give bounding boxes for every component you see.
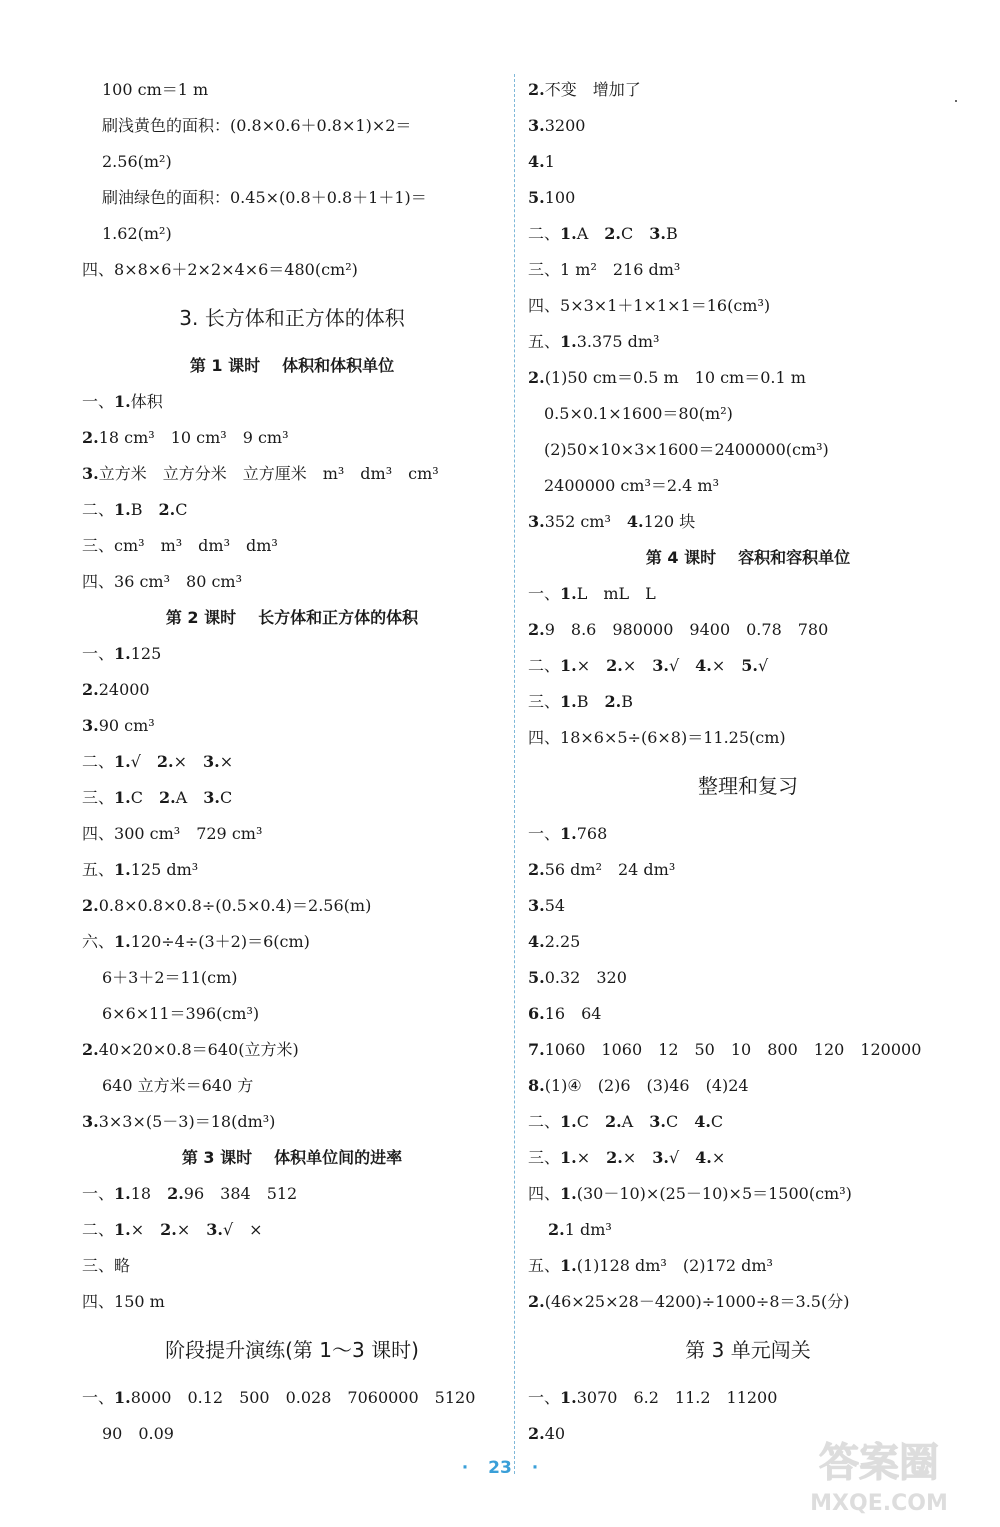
answer-text: × — [576, 1148, 607, 1167]
question-number: 2. — [604, 692, 622, 711]
section-heading: 整理和复习 — [698, 774, 798, 798]
question-number: 2. — [548, 1220, 565, 1239]
part-marker: 六、 — [82, 932, 115, 951]
part-marker: 四、 — [528, 1184, 561, 1203]
answer-line — [82, 252, 502, 288]
section-heading: 第 3 单元闯关 — [685, 1338, 811, 1362]
question-number: 5. — [528, 188, 545, 207]
answer-text: 刷油绿色的面积：0.45×(0.8＋0.8＋1＋1)＝ — [102, 188, 427, 207]
answer-line — [528, 720, 968, 756]
answer-text: 1 m² 216 dm³ — [560, 260, 681, 279]
question-number: 1. — [560, 584, 577, 603]
answer-text: C — [219, 788, 233, 807]
answer-text: 0.5×0.1×1600＝80(m²) — [544, 404, 733, 423]
answer-line — [528, 816, 968, 852]
part-marker: 一、 — [82, 1388, 115, 1407]
answer-text: C — [665, 1112, 695, 1131]
question-number: 3. — [649, 224, 666, 243]
answer-text: 8000 0.12 500 0.028 7060000 5120 — [130, 1388, 476, 1407]
answer-line — [528, 1104, 968, 1140]
answer-line — [82, 144, 502, 180]
part-marker: 一、 — [82, 644, 115, 663]
answer-line — [528, 72, 968, 108]
answer-text: (46×25×28－4200)÷1000÷8＝3.5(分) — [544, 1292, 850, 1311]
question-number: 3. — [652, 656, 669, 675]
answer-text: 6×6×11＝396(cm³) — [102, 1004, 260, 1023]
question-number: 4. — [695, 656, 712, 675]
question-number: 2. — [528, 1424, 545, 1443]
question-number: 1. — [560, 656, 577, 675]
part-marker: 三、 — [528, 260, 561, 279]
lesson-heading — [528, 540, 968, 576]
lesson-heading — [82, 348, 502, 384]
page-number-dot-right: · — [531, 1458, 539, 1478]
question-number: 1. — [560, 1388, 577, 1407]
answer-text: 略 — [114, 1256, 131, 1275]
answer-line — [528, 432, 968, 468]
answer-line — [528, 396, 968, 432]
answer-line — [528, 180, 968, 216]
question-number: 3. — [82, 1112, 99, 1131]
lesson-number: 第 2 课时 — [165, 608, 237, 627]
answer-text: 18×6×5÷(6×8)＝11.25(cm) — [560, 728, 786, 747]
answer-line — [82, 1380, 502, 1416]
answer-line — [82, 960, 502, 996]
answer-text: (1)128 dm³ (2)172 dm³ — [576, 1256, 773, 1275]
part-marker: 四、 — [82, 824, 115, 843]
left-column — [82, 72, 502, 1452]
answer-line — [82, 72, 502, 108]
answer-text: 1060 1060 12 50 10 800 120 120000 — [544, 1040, 922, 1059]
part-marker: 一、 — [528, 1388, 561, 1407]
question-number: 2. — [158, 500, 176, 519]
answer-line — [82, 1416, 502, 1452]
answer-line — [82, 1068, 502, 1104]
lesson-number: 第 4 课时 — [645, 548, 717, 567]
answer-line — [528, 1248, 968, 1284]
svg-text:答案圈: 答案圈 — [819, 1440, 939, 1486]
answer-line — [82, 420, 502, 456]
answer-text: 16 64 — [544, 1004, 602, 1023]
answer-text: × — [576, 656, 607, 675]
answer-text: 90 cm³ — [98, 716, 155, 735]
answer-text: 3200 — [544, 116, 586, 135]
answer-text: B — [130, 500, 159, 519]
question-number: 4. — [694, 1112, 711, 1131]
answer-line — [82, 564, 502, 600]
answer-line — [528, 468, 968, 504]
answer-text: 6＋3＋2＝11(cm) — [102, 968, 238, 987]
answer-line — [82, 492, 502, 528]
lesson-title: 容积和容积单位 — [738, 548, 851, 567]
answer-text: 40 — [544, 1424, 566, 1443]
question-number: 1. — [114, 1388, 131, 1407]
answer-text: 5×3×1＋1×1×1＝16(cm³) — [560, 296, 771, 315]
answer-text: 40×20×0.8＝640(立方米) — [98, 1040, 299, 1059]
answer-text: √ — [668, 1148, 696, 1167]
watermark-logo-icon — [794, 1432, 964, 1518]
question-number: 1. — [560, 1148, 577, 1167]
question-number: 1. — [114, 752, 131, 771]
question-number: 3. — [528, 116, 545, 135]
part-marker: 三、 — [82, 536, 115, 555]
right-column — [528, 72, 968, 1452]
answer-text: 3×3×(5－3)＝18(dm³) — [98, 1112, 276, 1131]
part-marker: 四、 — [82, 1292, 115, 1311]
question-number: 3. — [206, 1220, 223, 1239]
lesson-heading — [82, 1140, 502, 1176]
part-marker: 五、 — [528, 1256, 561, 1275]
answer-line — [528, 288, 968, 324]
question-number: 3. — [82, 464, 99, 483]
answer-text: 体积 — [130, 392, 163, 411]
answer-text: (1)50 cm＝0.5 m 10 cm＝0.1 m — [544, 368, 806, 387]
answer-text: C — [175, 500, 188, 519]
question-number: 2. — [167, 1184, 184, 1203]
answer-text: × — [173, 752, 204, 771]
answer-text: 立方米 立方分米 立方厘米 m³ dm³ cm³ — [98, 464, 439, 483]
question-number: 2. — [604, 224, 621, 243]
answer-line — [528, 252, 968, 288]
question-number: 5. — [528, 968, 545, 987]
part-marker: 二、 — [82, 500, 115, 519]
answer-line — [82, 456, 502, 492]
answer-text: B — [665, 224, 678, 243]
question-number: 1. — [114, 644, 131, 663]
answer-text: × — [622, 656, 653, 675]
answer-text: 125 dm³ — [130, 860, 199, 879]
answer-text: 2400000 cm³＝2.4 m³ — [544, 476, 720, 495]
part-marker: 二、 — [528, 224, 561, 243]
question-number: 1. — [560, 1184, 577, 1203]
answer-line — [528, 612, 968, 648]
answer-text: 3.375 dm³ — [576, 332, 660, 351]
lesson-number: 第 1 课时 — [189, 356, 261, 375]
question-number: 4. — [528, 932, 545, 951]
answer-text: 8×8×6＋2×2×4×6＝480(cm²) — [114, 260, 358, 279]
question-number: 3. — [203, 788, 220, 807]
answer-text: 0.8×0.8×0.8÷(0.5×0.4)＝2.56(m) — [98, 896, 372, 915]
answer-text: A — [175, 788, 204, 807]
answer-line — [82, 216, 502, 252]
answer-line — [82, 780, 502, 816]
answer-line — [528, 144, 968, 180]
answer-line — [82, 1248, 502, 1284]
answer-line — [82, 1032, 502, 1068]
answer-line — [82, 180, 502, 216]
answer-text: √ — [130, 752, 157, 771]
answer-line — [82, 1212, 502, 1248]
answer-text: 0.32 320 — [544, 968, 627, 987]
answer-text: 2.25 — [544, 932, 581, 951]
answer-line — [528, 1284, 968, 1320]
answer-text: 1 dm³ — [564, 1220, 612, 1239]
answer-line — [82, 384, 502, 420]
answer-text: 120 块 — [643, 512, 696, 531]
question-number: 1. — [560, 1112, 577, 1131]
answer-text: (2)50×10×3×1600＝2400000(cm³) — [544, 440, 829, 459]
question-number: 1. — [114, 1184, 131, 1203]
watermark-logo — [794, 1432, 964, 1518]
question-number: 3. — [203, 752, 220, 771]
answer-text: 18 cm³ 10 cm³ 9 cm³ — [98, 428, 289, 447]
answer-text: C — [130, 788, 159, 807]
answer-text: B — [576, 692, 605, 711]
question-number: 8. — [528, 1076, 545, 1095]
answer-text: 352 cm³ — [544, 512, 627, 531]
question-number: 6. — [528, 1004, 545, 1023]
answer-text: 刷浅黄色的面积：(0.8×0.6＋0.8×1)×2＝ — [102, 116, 412, 135]
answer-line — [528, 648, 968, 684]
question-number: 1. — [114, 500, 131, 519]
answer-line — [82, 672, 502, 708]
part-marker: 一、 — [82, 1184, 115, 1203]
answer-text: 150 m — [114, 1292, 165, 1311]
answer-line — [528, 1140, 968, 1176]
question-number: 1. — [560, 332, 577, 351]
part-marker: 三、 — [528, 692, 561, 711]
answer-text: 36 cm³ 80 cm³ — [114, 572, 243, 591]
answer-line — [528, 888, 968, 924]
answer-text: 3070 6.2 11.2 11200 — [576, 1388, 778, 1407]
answer-line — [528, 1380, 968, 1416]
answer-text: 18 — [130, 1184, 168, 1203]
answer-line — [82, 924, 502, 960]
question-number: 1. — [114, 788, 131, 807]
answer-text: C — [576, 1112, 605, 1131]
question-number: 1. — [560, 1256, 577, 1275]
question-number: 3. — [82, 716, 99, 735]
answer-text: 120÷4÷(3＋2)＝6(cm) — [130, 932, 310, 951]
page-number-dot-left: · — [461, 1458, 469, 1478]
part-marker: 五、 — [82, 860, 115, 879]
answer-text: C — [710, 1112, 724, 1131]
question-number: 1. — [114, 932, 131, 951]
answer-line — [528, 324, 968, 360]
question-number: 4. — [528, 152, 545, 171]
answer-text: 54 — [544, 896, 566, 915]
answer-line — [528, 1068, 968, 1104]
answer-text: × — [176, 1220, 207, 1239]
answer-line — [82, 108, 502, 144]
answer-line — [82, 636, 502, 672]
question-number: 2. — [606, 1148, 623, 1167]
question-number: 2. — [604, 1112, 622, 1131]
answer-line — [82, 1176, 502, 1212]
part-marker: 二、 — [82, 1220, 115, 1239]
answer-text: × — [622, 1148, 653, 1167]
question-number: 5. — [741, 656, 758, 675]
question-number: 1. — [560, 824, 577, 843]
part-marker: 一、 — [528, 584, 561, 603]
answer-text: 640 立方米＝640 方 — [102, 1076, 254, 1095]
part-marker: 二、 — [82, 752, 115, 771]
lesson-number: 第 3 课时 — [181, 1148, 253, 1167]
answer-text: 125 — [130, 644, 162, 663]
answer-text: (30－10)×(25－10)×5＝1500(cm³) — [576, 1184, 852, 1203]
answer-line — [528, 576, 968, 612]
answer-text: 100 — [544, 188, 576, 207]
answer-line — [82, 528, 502, 564]
question-number: 3. — [528, 512, 545, 531]
part-marker: 三、 — [82, 788, 115, 807]
question-number: 3. — [649, 1112, 666, 1131]
answer-line — [528, 504, 968, 540]
answer-text: × — [711, 1148, 726, 1167]
answer-line — [82, 708, 502, 744]
answer-text: × — [711, 656, 742, 675]
answer-text: × — [130, 1220, 161, 1239]
part-marker: 四、 — [528, 728, 561, 747]
answer-line — [528, 360, 968, 396]
question-number: 2. — [156, 752, 174, 771]
question-number: 3. — [528, 896, 545, 915]
part-marker: 五、 — [528, 332, 561, 351]
question-number: 1. — [114, 860, 131, 879]
answer-text: 1 — [544, 152, 555, 171]
question-number: 2. — [158, 788, 176, 807]
question-number: 3. — [652, 1148, 669, 1167]
section-heading: 阶段提升演练(第 1～3 课时) — [165, 1338, 419, 1362]
answer-line — [82, 1104, 502, 1140]
part-marker: 四、 — [82, 572, 115, 591]
question-number: 2. — [82, 680, 99, 699]
question-number: 2. — [528, 620, 545, 639]
answer-text: 768 — [576, 824, 608, 843]
part-marker: 四、 — [82, 260, 115, 279]
answer-line — [82, 1284, 502, 1320]
answer-text: A — [576, 224, 605, 243]
answer-line — [528, 996, 968, 1032]
question-number: 1. — [560, 692, 577, 711]
answer-text: 24000 — [98, 680, 150, 699]
part-marker: 四、 — [528, 296, 561, 315]
part-marker: 二、 — [528, 1112, 561, 1131]
answer-line — [528, 1176, 968, 1212]
lesson-title: 长方体和正方体的体积 — [258, 608, 419, 627]
answer-text: 56 dm² 24 dm³ — [544, 860, 676, 879]
part-marker: 一、 — [528, 824, 561, 843]
answer-text: C — [620, 224, 650, 243]
answer-text: √ — [758, 656, 769, 675]
page-number-value: 23 — [488, 1458, 512, 1478]
answer-line — [82, 852, 502, 888]
answer-text: × — [219, 752, 234, 771]
answer-text: (1)④ (2)6 (3)46 (4)24 — [544, 1076, 749, 1095]
svg-text:MXQE.COM: MXQE.COM — [810, 1491, 948, 1516]
answer-text: B — [621, 692, 633, 711]
answer-text: √ — [668, 656, 696, 675]
answer-text: A — [621, 1112, 650, 1131]
answer-line — [528, 852, 968, 888]
answer-line — [82, 996, 502, 1032]
question-number: 7. — [528, 1040, 545, 1059]
question-number: 2. — [606, 656, 623, 675]
answer-line — [82, 888, 502, 924]
answer-line — [82, 744, 502, 780]
question-number: 1. — [560, 224, 577, 243]
answer-text: 96 384 512 — [183, 1184, 298, 1203]
question-number: 1. — [114, 1220, 131, 1239]
lesson-title: 体积单位间的进率 — [274, 1148, 403, 1167]
lesson-heading — [82, 600, 502, 636]
question-number: 2. — [528, 860, 545, 879]
part-marker: 三、 — [82, 1256, 115, 1275]
answer-text: 90 0.09 — [102, 1424, 174, 1443]
part-marker: 三、 — [528, 1148, 561, 1167]
answer-line — [528, 1212, 968, 1248]
answer-line — [528, 216, 968, 252]
answer-text: 2.56(m²) — [102, 152, 172, 171]
answer-text: L mL L — [576, 584, 656, 603]
question-number: 2. — [528, 80, 545, 99]
answer-text: 300 cm³ 729 cm³ — [114, 824, 263, 843]
question-number: 4. — [626, 512, 644, 531]
question-number: 2. — [528, 368, 545, 387]
question-number: 2. — [82, 1040, 99, 1059]
part-marker: 二、 — [528, 656, 561, 675]
question-number: 2. — [160, 1220, 177, 1239]
question-number: 2. — [82, 428, 99, 447]
answer-text: cm³ m³ dm³ dm³ — [114, 536, 278, 555]
question-number: 4. — [695, 1148, 712, 1167]
answer-line — [528, 960, 968, 996]
question-number: 2. — [528, 1292, 545, 1311]
answer-line — [528, 684, 968, 720]
section-heading: 3. 长方体和正方体的体积 — [179, 306, 405, 330]
answer-line — [82, 816, 502, 852]
answer-text: √ × — [222, 1220, 263, 1239]
answer-text: 9 8.6 980000 9400 0.78 780 — [544, 620, 829, 639]
question-number: 2. — [82, 896, 99, 915]
answer-text: 1.62(m²) — [102, 224, 172, 243]
answer-text: 不变 增加了 — [544, 80, 641, 99]
lesson-title: 体积和体积单位 — [282, 356, 395, 375]
answer-line — [528, 924, 968, 960]
column-divider — [514, 74, 515, 1474]
question-number: 1. — [114, 392, 131, 411]
part-marker: 一、 — [82, 392, 115, 411]
answer-text: 100 cm＝1 m — [102, 80, 209, 99]
answer-line — [528, 108, 968, 144]
answer-line — [528, 1032, 968, 1068]
